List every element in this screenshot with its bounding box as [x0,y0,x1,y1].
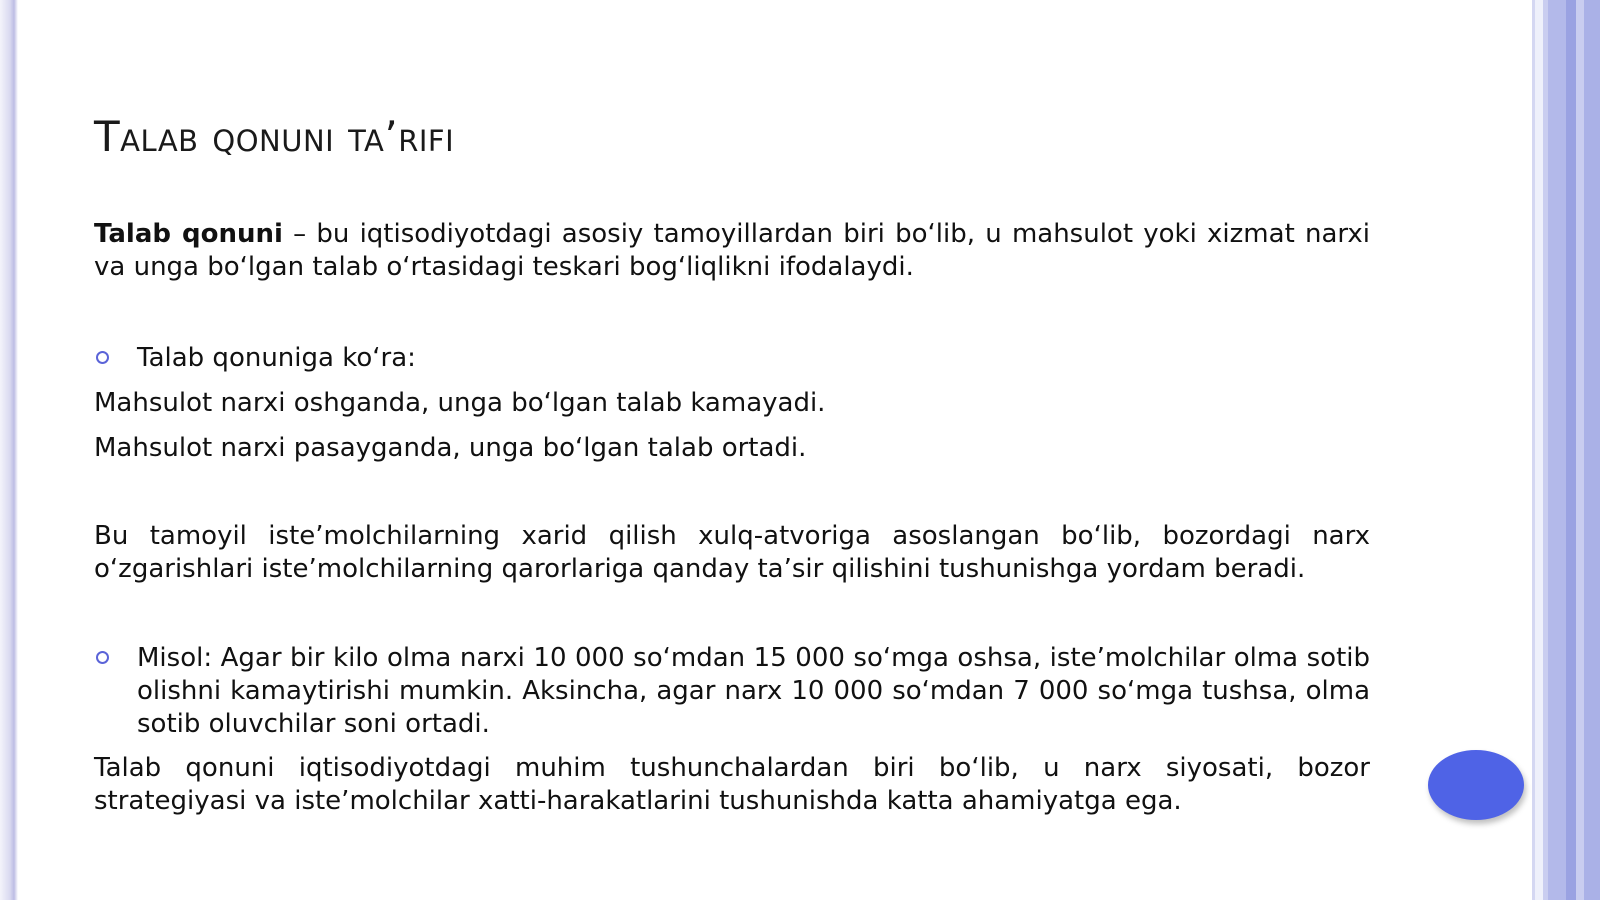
conclusion-paragraph: Talab qonuni iqtisodiyotdagi muhim tushunchalardan biri bo‘lib, u narx siyosati, bozor strategiyasi va iste’molchilar xatti-harakatlarini tushunishda katta ahamiyatga ega. [94,753,1370,816]
title-initial: T [94,112,121,161]
rule-line-price-up: Mahsulot narxi oshganda, unga bo‘lgan talab kamayadi. [94,388,826,418]
intro-text: – bu iqtisodiyotdagi asosiy tamoyillardan biri bo‘lib, u mahsulot yoki xizmat narxi va unga bo‘lgan talab o‘rtasidagi teskari bog‘liqlikni ifodalaydi. [94,219,1370,282]
title-rest: alab qonuni ta’rifi [120,112,455,161]
slide [18,0,1533,900]
blue-oval-shape [1428,750,1524,820]
bullet-item-law [94,342,1370,375]
circle-bullet-icon [96,351,109,364]
intro-paragraph [94,218,1370,284]
rule-line-price-down: Mahsulot narxi pasayganda, unga bo‘lgan talab ortadi. [94,433,807,463]
slide-title [94,112,454,161]
bullet-text: Misol: Agar bir kilo olma narxi 10 000 so‘mdan 15 000 so‘mga oshsa, iste’molchilar olma sotib olishni kamaytirishi mumkin. Aksincha, agar narx 10 000 so‘mdan 7 000 so‘mga tushsa, olma sotib oluvchilar soni ortadi. [137,643,1370,739]
circle-bullet-icon [96,651,109,664]
bullet-item-example [94,642,1370,741]
intro-term: Talab qonuni [94,219,283,249]
bullet-text: Talab qonuniga ko‘ra: [137,343,416,373]
principle-paragraph: Bu tamoyil iste’molchilarning xarid qilish xulq-atvoriga asoslangan bo‘lib, bozordagi narx o‘zgarishlari iste’molchilarning qarorlariga qanday ta’sir qilishini tushunishga yordam beradi. [94,521,1370,584]
left-border-decoration [0,0,18,900]
